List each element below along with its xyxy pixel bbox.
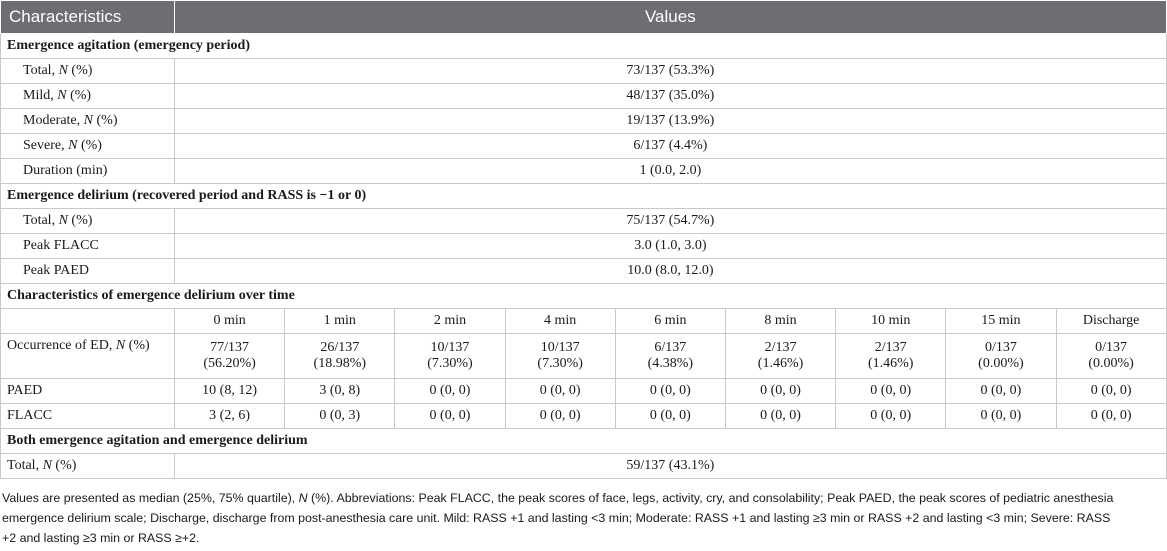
header-characteristics: Characteristics — [1, 1, 175, 34]
occurrence-cell: 10/137 (7.30%) — [505, 334, 615, 379]
flacc-row — [1, 404, 1167, 429]
flacc-cell: 0 (0, 0) — [395, 404, 505, 429]
flacc-cell: 0 (0, 0) — [836, 404, 946, 429]
flacc-cell: 3 (2, 6) — [175, 404, 285, 429]
table-row — [1, 209, 1167, 234]
flacc-cell: 0 (0, 0) — [725, 404, 835, 429]
row-label: Total, N (%) — [1, 59, 175, 84]
row-value: 73/137 (53.3%) — [175, 59, 1167, 84]
occurrence-row — [1, 334, 1167, 379]
flacc-cell: 0 (0, 3) — [285, 404, 395, 429]
occurrence-cell: 77/137 (56.20%) — [175, 334, 285, 379]
row-label: Duration (min) — [1, 159, 175, 184]
occurrence-cell: 2/137 (1.46%) — [836, 334, 946, 379]
time-col-header: 15 min — [946, 309, 1056, 334]
time-col-header: 8 min — [725, 309, 835, 334]
paed-cell: 3 (0, 8) — [285, 379, 395, 404]
paed-cell: 10 (8, 12) — [175, 379, 285, 404]
header-values: Values — [175, 1, 1167, 34]
header-row — [1, 1, 1167, 34]
row-label: Peak FLACC — [1, 234, 175, 259]
occurrence-cell: 0/137 (0.00%) — [946, 334, 1056, 379]
empty-cell — [1, 309, 175, 334]
time-col-header: Discharge — [1056, 309, 1166, 334]
row-value: 10.0 (8.0, 12.0) — [175, 259, 1167, 284]
occurrence-cell: 10/137 (7.30%) — [395, 334, 505, 379]
row-label: Occurrence of ED, N (%) — [1, 334, 175, 379]
row-label: Total, N (%) — [1, 454, 175, 479]
time-header-row — [1, 309, 1167, 334]
row-value: 1 (0.0, 2.0) — [175, 159, 1167, 184]
row-value: 3.0 (1.0, 3.0) — [175, 234, 1167, 259]
table-footnote: Values are presented as median (25%, 75% quartile), N (%). Abbreviations: Peak FLACC, the peak scores of face, legs, activity, cry, and consolability; Peak PAED, the peak scores of pediatric anesthesia emergence delirium scale; Discharge, discharge from post-anesthesia care unit. Mild: RASS +1 and lasting <3 min; Moderate: RASS +1 and lasting ≥3 min or RASS +2 and lasting <3 min; Severe: RASS +2 and lasting ≥3 min or RASS ≥+2. — [2, 491, 1114, 545]
time-col-header: 1 min — [285, 309, 395, 334]
row-value: 19/137 (13.9%) — [175, 109, 1167, 134]
time-col-header: 2 min — [395, 309, 505, 334]
occurrence-cell: 6/137 (4.38%) — [615, 334, 725, 379]
occurrence-cell: 0/137 (0.00%) — [1056, 334, 1166, 379]
paed-cell: 0 (0, 0) — [505, 379, 615, 404]
section-row — [1, 284, 1167, 309]
table-row — [1, 84, 1167, 109]
row-label: Severe, N (%) — [1, 134, 175, 159]
paed-cell: 0 (0, 0) — [725, 379, 835, 404]
occurrence-cell: 26/137 (18.98%) — [285, 334, 395, 379]
time-col-header: 4 min — [505, 309, 615, 334]
flacc-cell: 0 (0, 0) — [946, 404, 1056, 429]
row-label: Mild, N (%) — [1, 84, 175, 109]
table-row — [1, 259, 1167, 284]
table-row — [1, 109, 1167, 134]
section-row — [1, 429, 1167, 454]
table-row — [1, 454, 1167, 479]
section-title-both: Both emergence agitation and emergence delirium — [1, 429, 1167, 454]
paed-cell: 0 (0, 0) — [946, 379, 1056, 404]
table-row — [1, 159, 1167, 184]
occurrence-cell: 2/137 (1.46%) — [725, 334, 835, 379]
flacc-cell: 0 (0, 0) — [615, 404, 725, 429]
table-row — [1, 59, 1167, 84]
paed-cell: 0 (0, 0) — [615, 379, 725, 404]
row-label: Total, N (%) — [1, 209, 175, 234]
row-value: 6/137 (4.4%) — [175, 134, 1167, 159]
row-value: 59/137 (43.1%) — [175, 454, 1167, 479]
paed-row — [1, 379, 1167, 404]
row-value: 75/137 (54.7%) — [175, 209, 1167, 234]
section-row — [1, 184, 1167, 209]
time-col-header: 6 min — [615, 309, 725, 334]
section-row — [1, 34, 1167, 59]
time-col-header: 0 min — [175, 309, 285, 334]
row-value: 48/137 (35.0%) — [175, 84, 1167, 109]
time-col-header: 10 min — [836, 309, 946, 334]
section-title-over-time: Characteristics of emergence delirium over time — [1, 284, 1167, 309]
row-label: Moderate, N (%) — [1, 109, 175, 134]
paed-cell: 0 (0, 0) — [395, 379, 505, 404]
table-row — [1, 134, 1167, 159]
flacc-cell: 0 (0, 0) — [505, 404, 615, 429]
paed-cell: 0 (0, 0) — [1056, 379, 1166, 404]
row-label: FLACC — [1, 404, 175, 429]
paed-cell: 0 (0, 0) — [836, 379, 946, 404]
row-label: Peak PAED — [1, 259, 175, 284]
section-title-agitation: Emergence agitation (emergency period) — [1, 34, 1167, 59]
row-label: PAED — [1, 379, 175, 404]
section-title-delirium: Emergence delirium (recovered period and RASS is −1 or 0) — [1, 184, 1167, 209]
flacc-cell: 0 (0, 0) — [1056, 404, 1166, 429]
table-row — [1, 234, 1167, 259]
